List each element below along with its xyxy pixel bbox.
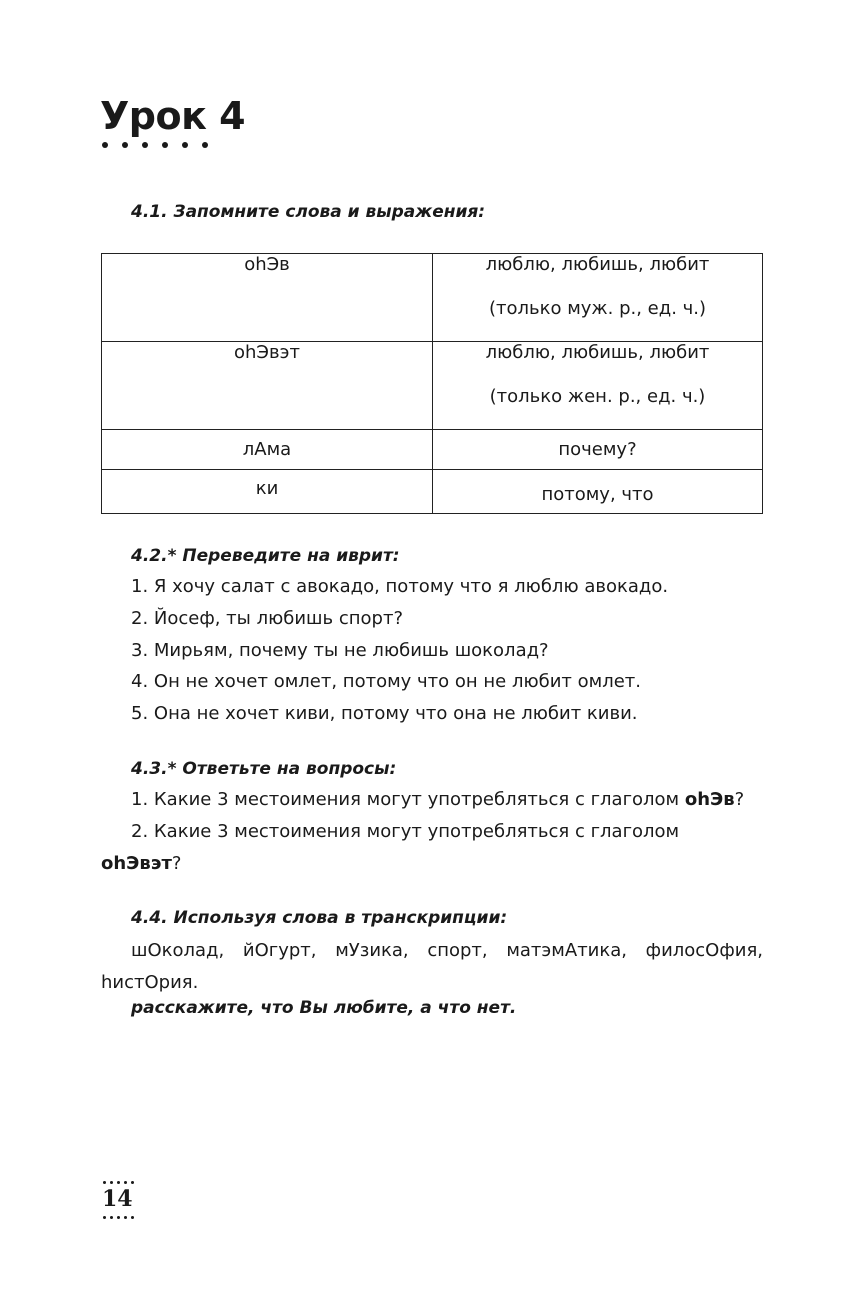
list-item: 4. Он не хочет омлет, потому что он не любит омлет.: [131, 671, 641, 692]
page-number-dots-top: [103, 1181, 134, 1184]
translation-line: люблю, любишь, любит: [485, 342, 710, 363]
list-item: 1. Я хочу салат с авокадо, потому что я люблю авокадо.: [131, 576, 669, 597]
list-item: 5. Она не хочет киви, потому что она не любит киви.: [131, 703, 638, 724]
page-number-dots-bottom: [103, 1216, 134, 1219]
list-item: 3. Мирьям, почему ты не любишь шоколад?: [131, 640, 549, 661]
page-number: 14: [102, 1186, 133, 1212]
question-1: [131, 788, 744, 812]
question-text: 1. Какие 3 местоимения могут употребляться с глаголом: [131, 789, 685, 810]
section-4-4-heading: 4.4. Используя слова в транскрипции:: [131, 908, 508, 928]
section-4-1-heading: 4.1. Запомните слова и выражения:: [131, 202, 486, 222]
question-mark: ?: [171, 853, 182, 874]
translation-note: (только муж. р., ед. ч.): [488, 298, 707, 319]
question-2-continuation: [101, 852, 181, 876]
question-mark: ?: [734, 789, 745, 810]
table-row: [102, 342, 763, 430]
table-cell-word: ohЭв: [102, 254, 433, 342]
question-keyword: ohЭвэт: [101, 853, 172, 874]
table-cell-word: ки: [102, 470, 433, 514]
section-4-3-heading: 4.3.* Ответьте на вопросы:: [131, 759, 397, 779]
word-list-line-1: шОколад, йОгурт, мУзика, спорт, матэмАтика, филосОфия,: [131, 940, 763, 961]
table-row: [102, 254, 763, 342]
table-cell-translation: [433, 342, 763, 430]
word-list-line-2: hистОрия.: [101, 972, 199, 993]
translation-line: люблю, любишь, любит: [485, 254, 710, 275]
title-dots: [102, 142, 208, 148]
table-cell-word: лАма: [102, 430, 433, 470]
table-cell-translation: потому, что: [433, 470, 763, 514]
vocabulary-table: [101, 253, 763, 514]
table-row: [102, 470, 763, 514]
question-2: 2. Какие 3 местоимения могут употребляться с глаголом: [131, 821, 680, 842]
section-4-2-heading: 4.2.* Переведите на иврит:: [131, 546, 400, 566]
table-cell-translation: почему?: [433, 430, 763, 470]
table-cell-translation: [433, 254, 763, 342]
lesson-title: Урок 4: [100, 94, 246, 138]
instruction-text: расскажите, что Вы любите, а что нет.: [131, 998, 517, 1018]
table-row: [102, 430, 763, 470]
question-keyword: ohЭв: [684, 789, 735, 810]
translation-note: (только жен. р., ед. ч.): [489, 386, 706, 407]
table-cell-word: ohЭвэт: [102, 342, 433, 430]
list-item: 2. Йосеф, ты любишь спорт?: [131, 608, 403, 629]
